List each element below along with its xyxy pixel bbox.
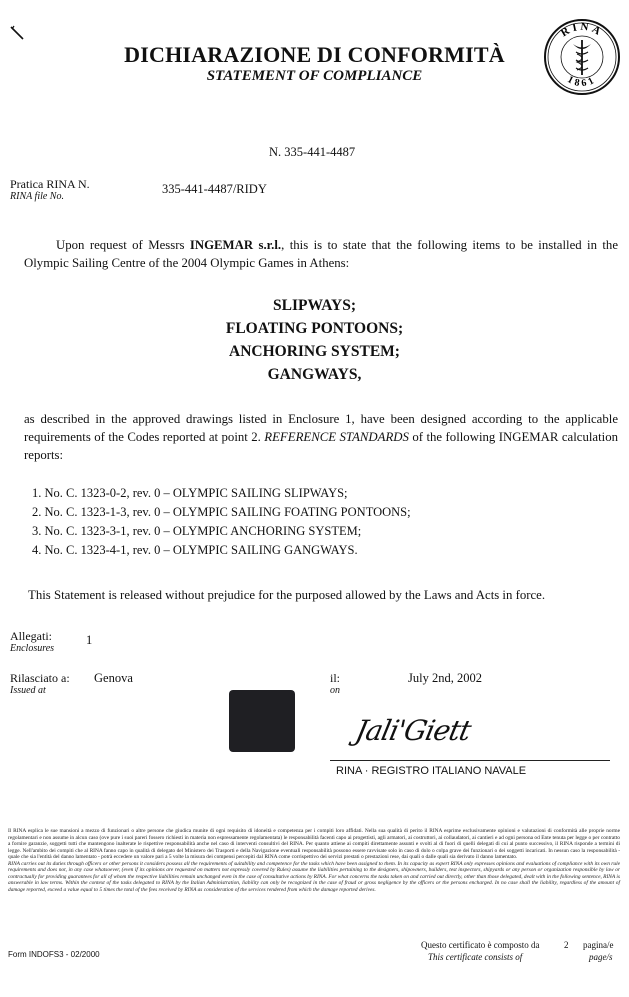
- pages-unit-en: page/s: [589, 952, 613, 962]
- disclaimer-english: RINA carries out its duties through officers or other persons it considers possess all the requirements of suitability and competence for the tasks which have been assigned to them. In its capacity as expert RINA only expresses opinions and evaluations of compliance with its own rule requirements and does not, in any case whatsoever, (even if its opinions are requested on matters not expressly covered by Rules) assume the liabilities pertaining to the designers, shipowners, builders, test inspectors, shipyards or any person or organization responsible by law or contractually for providing guarantees for all of whom the respective liabilities remain unchanged even in the case of consultative actions by RINA. For what concerns the tasks taken on and carried out directly, other than those delegated, dealt with in the following sentence, RINA is answerable in law terms. Within the context of the tasks delegated to RINA by the Italian Administration, liability can only be recognized in the case of fraud or gross negligence by the officers or the persons encharged. In no case shall the liability, regardless of the amount of damage reported, exceed a value equal to 5 times the total of the fees received by RINA as consideration of the services rendered from which the damage reported derives.: [8, 860, 620, 893]
- item-anchoring-system: ANCHORING SYSTEM;: [229, 343, 400, 360]
- file-label: Pratica RINA N.: [10, 177, 90, 191]
- report-item: 2. No. C. 1323-1-3, rev. 0 – OLYMPIC SAILING FOATING PONTOONS;: [32, 505, 411, 519]
- item-slipways: SLIPWAYS;: [273, 297, 356, 314]
- report-item: 3. No. C. 1323-3-1, rev. 0 – OLYMPIC ANCHORING SYSTEM;: [32, 524, 362, 538]
- issued-at-value: Genova: [94, 671, 133, 685]
- document-number: N. 335-441-4487: [269, 145, 356, 159]
- report-item: 1. No. C. 1323-0-2, rev. 0 – OLYMPIC SAILING SLIPWAYS;: [32, 486, 348, 500]
- enclosures-label: Allegati:: [10, 629, 52, 643]
- form-id: Form INDOFS3 - 02/2000: [8, 950, 100, 959]
- document-title: DICHIARAZIONE DI CONFORMITÀ: [124, 42, 505, 67]
- legal-disclaimer: [8, 828, 620, 893]
- enclosures-label-en: Enclosures: [10, 643, 55, 654]
- pages-label: Questo certificato è composto da: [421, 940, 540, 950]
- issued-at-label-en: Issued at: [10, 685, 46, 696]
- issued-on-label: il:: [330, 671, 341, 685]
- issued-at-label: Rilasciato a:: [10, 671, 70, 685]
- reference-standards: REFERENCE STANDARDS: [264, 430, 409, 444]
- intro-text-post: , this is to state that the following items to be installed in the Olympic Sailing Centre of the 2004 Olympic Games in Athens:: [24, 238, 619, 270]
- company-name: INGEMAR s.r.l.: [189, 238, 282, 252]
- rina-footer-label: RINA · REGISTRO ITALIANO NAVALE: [336, 765, 527, 777]
- intro-text-pre: Upon request of Messrs: [56, 238, 190, 252]
- issued-on-label-en: on: [330, 685, 340, 696]
- reports-list: [32, 484, 411, 560]
- description-text-post: of the following INGEMAR calculation reports:: [24, 430, 619, 462]
- seal-top-text: RINA: [558, 20, 606, 40]
- pages-unit: pagina/e: [583, 940, 614, 950]
- pages-count: 2: [564, 940, 569, 950]
- handwritten-signature: Jali'Giett: [352, 714, 474, 747]
- items-list: [0, 294, 629, 386]
- release-statement: This Statement is released without prejudice for the purposed allowed by the Laws and Acts in force.: [28, 588, 546, 602]
- description-paragraph: [24, 410, 618, 464]
- report-item: 4. No. C. 1323-4-1, rev. 0 – OLYMPIC SAILING GANGWAYS.: [32, 543, 358, 557]
- seal-year: 1861: [565, 74, 599, 90]
- official-stamp: [229, 690, 295, 752]
- signature-line: [330, 760, 610, 761]
- pages-label-en: This certificate consists of: [428, 952, 523, 962]
- file-label-en: RINA file No.: [10, 191, 64, 202]
- disclaimer-italian: Il RINA esplica le sue mansioni a mezzo di funzionari o altre persone che giudica munite di ogni requisito di idoneità e competenza per i compiti loro affidati. Nella sua qualità di perito il RINA esprime esclusivamente opinioni e valutazioni di conformità alle proprie norme regolamentari e non assume in alcun caso (ove pure i suoi pareri fossero richiesti in materia non espressamente regolamentata) le responsabilità facenti capo ai progettisti, agli armatori, ai costruttori, ai collaudatori, ai cantieri e ad ogni persona od Ente tenuta per legge o per contratto a fornire garanzie, soggetti tutti che mantengono inalterate le rispettive responsabilità anche nel caso di interventi consultivi del RINA. Per quanto attiene ai compiti direttamente assunti e svolti al di fuori di quelli delegati di cui al punto successivo, il RINA risponde a termini di legge. Nell'ambito dei compiti che al RINA fanno capo in qualità di delegato del Ministero dei Trasporti e della Navigazione eventuali responsabilità possono essere ravvisate solo in caso di dolo o colpa grave dei funzionari o dei soggetti incaricati. In nessun caso la responsabilità - quale che sia l'entità del danno lamentato - potrà eccedere un valore pari a 5 volte la misura dei compensi percepiti dal RINA come corrispettivo dei servizi prestati o prestazioni rese, dai quali o dalle quali sia derivato il danno lamentato.: [8, 828, 620, 860]
- rina-seal-logo: [543, 18, 621, 96]
- enclosures-count: 1: [86, 633, 93, 647]
- description-text-pre: as described in the approved drawings listed in Enclosure 1, have been designed according to the applicable requirements of the Codes reported at point 2.: [24, 412, 618, 444]
- item-gangways: GANGWAYS,: [267, 366, 362, 383]
- issued-on-date: July 2nd, 2002: [408, 671, 482, 685]
- corner-mark-icon: [8, 24, 26, 42]
- svg-text:1861: [565, 74, 598, 89]
- intro-paragraph: [24, 236, 618, 272]
- document-subtitle: STATEMENT OF COMPLIANCE: [206, 68, 423, 84]
- item-floating-pontoons: FLOATING PONTOONS;: [225, 320, 404, 337]
- file-number: 335-441-4487/RIDY: [162, 182, 267, 196]
